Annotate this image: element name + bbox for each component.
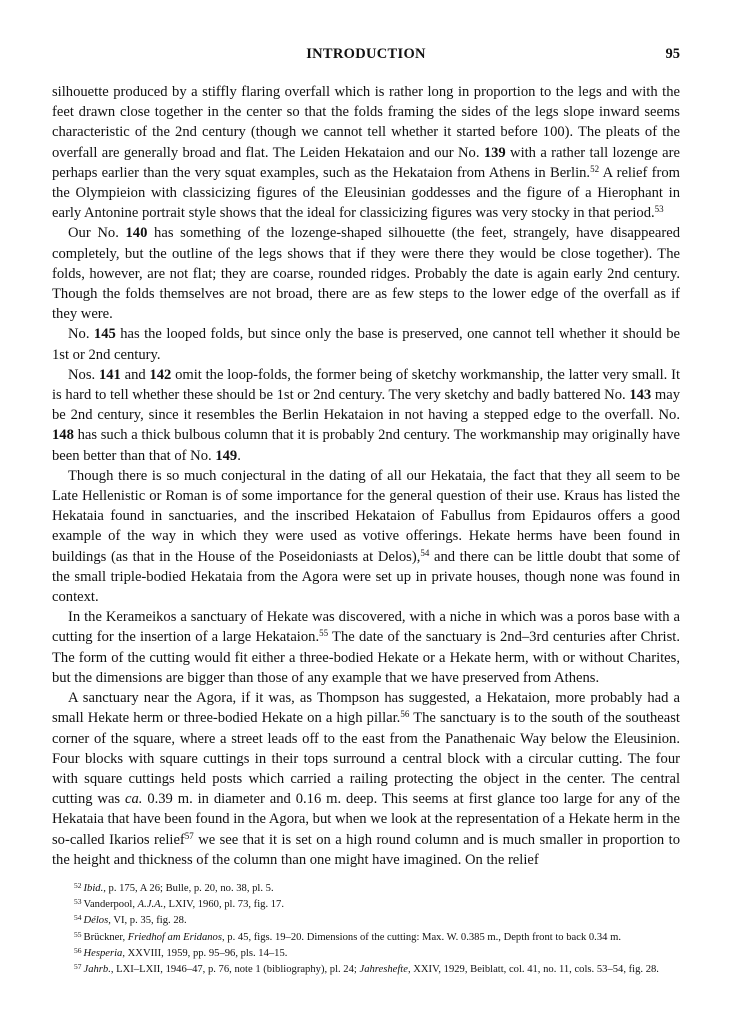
text-run: we see that it is set on a high round column and is much smaller in proportion to the height and thickness of the column than one might have imagined. On the relief [52, 831, 680, 868]
text-run: Though there is so much conjectural in the dating of all our Hekataia, the fact that they all seem to be Late Hellenistic or Roman is of some importance for the general question of their use. Kraus has listed the Hekataia found in sanctuaries, and the inscribed Hekataion of Fabullus from Epidauros offers a good example of the way in which they were used as votive offerings. Hekate herms have been found in buildings (as that in the House of the Poseidoniasts at Delos), [52, 467, 680, 565]
page [52, 46, 680, 976]
catalogue-number: 142 [149, 366, 172, 383]
text-run: with a rather tall lozenge are perhaps earlier than the very squat examples, such as the Hekataion from Athens in Berlin. [52, 144, 680, 181]
text-run: Brückner, [83, 931, 128, 943]
text-run: , VI, p. 35, fig. 28. [108, 915, 187, 927]
text-run: , XXVIII, 1959, pp. 95–96, pls. 14–15. [122, 947, 288, 959]
paragraph [52, 82, 680, 223]
footnote-ref: 53 [654, 204, 664, 215]
text-run: , LXI–LXII, 1946–47, p. 76, note 1 (bibliography), pl. 24; [110, 963, 360, 975]
running-header [52, 46, 680, 68]
catalogue-number: 139 [483, 144, 506, 161]
page-number: 95 [665, 46, 680, 62]
footnote-ref: 57 [184, 830, 194, 841]
catalogue-number: 148 [52, 427, 74, 444]
italic-text: A.J.A. [137, 899, 164, 911]
text-run: . [237, 447, 241, 464]
text-run: Nos. [68, 366, 99, 383]
footnote [52, 960, 680, 976]
footnote-number: 54 [74, 913, 82, 923]
running-title: INTRODUCTION [306, 46, 426, 62]
italic-text: Délos [83, 915, 109, 927]
text-run: A relief from the Olympieion with classicizing figures of the Eleusinian goddesses and the figure of a Hierophant in early Antonine portrait style shows that the ideal for classicizing figures was very stocky in that period. [52, 164, 681, 222]
paragraph [52, 365, 680, 466]
footnote [52, 911, 680, 927]
paragraph [52, 466, 680, 607]
text-run: , p. 175, A 26; Bulle, p. 20, no. 38, pl. 5. [103, 882, 274, 894]
text-run: and there can be little doubt that some of the small triple-bodied Hekataia from the Agora were set up in private houses, though none was found in context. [52, 548, 681, 606]
text-run: A sanctuary near the Agora, if it was, as Thompson has suggested, a Hekataion, more probably had a small Hekate herm or three-bodied Hekate on a high pillar. [52, 690, 680, 727]
body-text [52, 82, 680, 870]
text-run: and [120, 366, 150, 383]
footnote-ref: 52 [590, 163, 600, 174]
text-run: Vanderpool, [83, 899, 138, 911]
text-run: , XXIV, 1929, Beiblatt, col. 41, no. 11, cols. 53–54, fig. 28. [407, 963, 659, 975]
text-run: silhouette produced by a stiffly flaring overfall which is rather long in proportion to the legs and with the feet drawn close together in the center so that the folds framing the sides of the legs slope inward seems characteristic of the 2nd century (though we cannot tell whether it started before 100). The pleats of the overfall are generally broad and flat. The Leiden Hekataion and our No. [52, 84, 680, 161]
catalogue-number: 145 [93, 326, 116, 343]
catalogue-number: 143 [629, 387, 652, 404]
text-run: omit the loop-folds, the former being of sketchy workmanship, the latter very small. It is hard to tell whether these should be 1st or 2nd century. The very sketchy and badly battered No. [52, 366, 680, 404]
paragraph [52, 688, 680, 870]
footnote-number: 55 [74, 929, 82, 939]
text-run: , LXIV, 1960, pl. 73, fig. 17. [163, 899, 284, 911]
italic-text: Ibid. [83, 882, 104, 894]
catalogue-number: 140 [125, 225, 148, 242]
text-run: 0.39 m. in diameter and 0.16 m. deep. This seems at first glance too large for any of the Hekataia that have been found in the Agora, but when we look at the representation of a Hekate herm in the so-called Ikarios relief [52, 791, 680, 848]
footnote-ref: 54 [420, 547, 430, 558]
italic-text: Jahrb. [83, 963, 111, 975]
text-run: Our No. [68, 225, 126, 242]
footnote-number: 53 [74, 897, 82, 907]
text-run: has the looped folds, but since only the base is preserved, one cannot tell whether it should be 1st or 2nd century. [52, 326, 680, 363]
footnote [52, 928, 680, 944]
paragraph [52, 223, 680, 324]
footnotes [52, 879, 680, 976]
text-run: The date of the sanctuary is 2nd–3rd centuries after Christ. The form of the cutting would fit either a three-bodied Hekate or a Hekate herm, with or without Charites, but the dimensions are bigger than those of any example that we have preserved from Athens. [52, 629, 680, 686]
text-run: The sanctuary is to the south of the southeast corner of the square, where a street leads off to the east from the Panathenaic Way below the Eleusinion. Four blocks with square cuttings in their tops surround a central block with a circular cutting. The four with square cuttings held posts which carried a railing protecting the object in the center. The central cutting was [52, 710, 680, 808]
footnote-ref: 55 [319, 628, 329, 639]
text-run: , p. 45, figs. 19–20. Dimensions of the cutting: Max. W. 0.385 m., Depth front to back 0.34 m. [221, 931, 621, 943]
catalogue-number: 141 [98, 366, 121, 383]
footnote-number: 57 [74, 961, 82, 971]
italic-text: Friedhof am Eridanos [127, 931, 222, 943]
footnote-number: 56 [74, 945, 82, 955]
italic-text: Jahreshefte [359, 963, 408, 975]
text-run: has something of the lozenge-shaped silhouette (the feet, strangely, have disappeared completely, but the outline of the legs shows that if they were there they would be close together). The folds, however, are not flat; they are coarse, rounded ridges. Probably the date is again early 2nd century. Though the folds themselves are not broad, there are as few steps to the lower edge of the overfall as if they were. [52, 225, 680, 323]
text-run: may be 2nd century, since it resembles the Berlin Hekataion in not having a stepped edge to the overfall. No. [52, 387, 681, 424]
text-run: In the Kerameikos a sanctuary of Hekate was discovered, with a niche in which was a poros base with a cutting for the insertion of a large Hekataion. [52, 609, 680, 646]
text-run: No. [68, 326, 94, 343]
footnote-ref: 56 [400, 709, 410, 720]
footnote [52, 944, 680, 960]
italic-text: ca. [125, 791, 143, 808]
footnote [52, 879, 680, 895]
footnote [52, 895, 680, 911]
italic-text: Hesperia [83, 947, 123, 959]
catalogue-number: 149 [215, 447, 238, 464]
footnote-number: 52 [74, 880, 82, 890]
paragraph [52, 324, 680, 364]
paragraph [52, 607, 680, 688]
text-run: has such a thick bulbous column that it is probably 2nd century. The workmanship may originally have been better than that of No. [52, 427, 680, 464]
